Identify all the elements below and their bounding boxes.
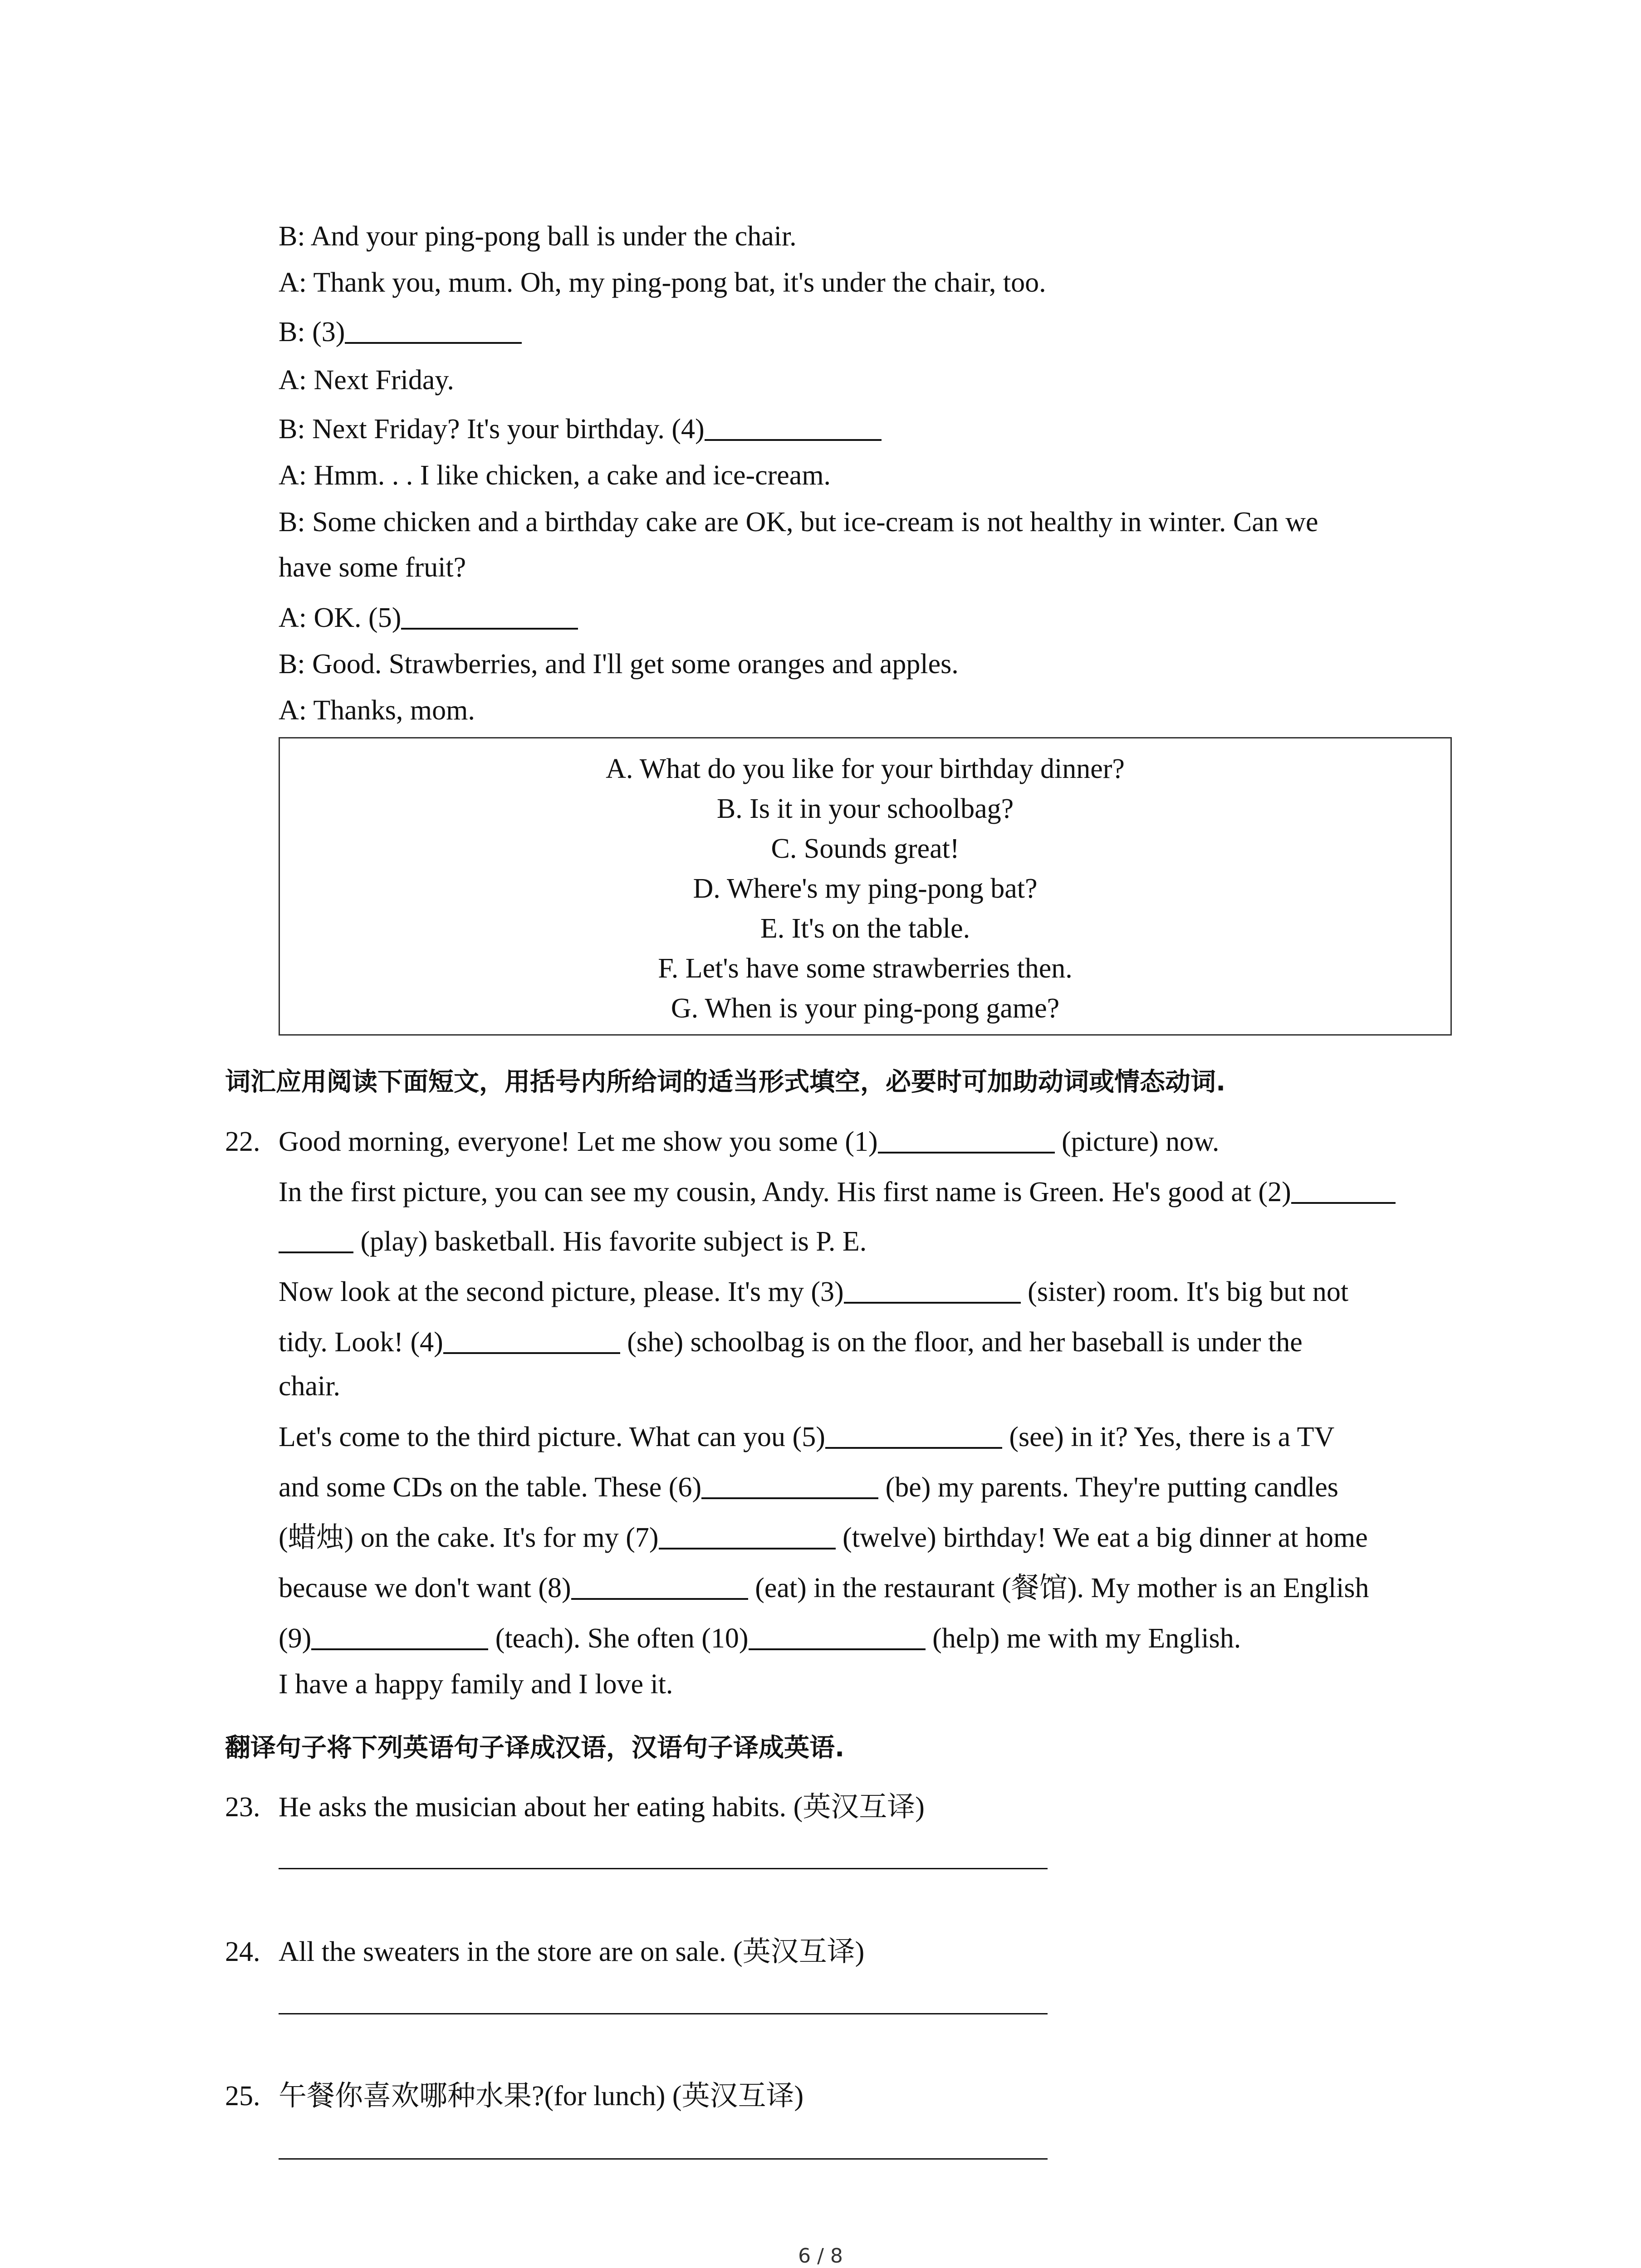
option-e: E. It's on the table. xyxy=(760,913,970,944)
question-22-number: 22. xyxy=(225,1126,260,1157)
q22-blank-2b[interactable] xyxy=(279,1227,353,1253)
q22-blank-3[interactable] xyxy=(844,1277,1021,1304)
option-g: G. When is your ping-pong game? xyxy=(671,993,1060,1024)
question-22-line-1 xyxy=(225,1127,1219,1156)
dialogue-line-10: B: Good. Strawberries, and I'll get some oranges and apples. xyxy=(279,649,959,679)
q22-l8b: (be) my parents. They're putting candles xyxy=(878,1472,1338,1503)
dialogue-line-2: A: Thank you, mum. Oh, my ping-pong bat, it's under the chair, too. xyxy=(279,267,1046,298)
q22-blank-7[interactable] xyxy=(659,1523,836,1549)
question-22-line-8 xyxy=(279,1473,1338,1501)
dialogue-line-1: B: And your ping-pong ball is under the chair. xyxy=(279,221,797,252)
dialogue-line-3 xyxy=(279,318,522,346)
answer-blank-3[interactable] xyxy=(345,318,522,344)
dialogue-line-11: A: Thanks, mom. xyxy=(279,695,475,726)
q22-l9a: (蜡烛) on the cake. It's for my (7) xyxy=(279,1522,659,1553)
question-24 xyxy=(225,1938,864,1966)
question-22-line-5 xyxy=(279,1328,1303,1356)
q22-l7b: (see) in it? Yes, there is a TV xyxy=(1002,1422,1335,1452)
question-24-text: All the sweaters in the store are on sale. (英汉互译) xyxy=(279,1936,865,1967)
question-22-line-4 xyxy=(279,1277,1348,1306)
q22-l1a: Good morning, everyone! Let me show you some (1) xyxy=(279,1126,878,1157)
question-24-answer-line[interactable] xyxy=(279,2013,1048,2014)
q22-l4a: Now look at the second picture, please. It's my (3) xyxy=(279,1276,844,1307)
q22-blank-8[interactable] xyxy=(571,1574,748,1600)
question-22-line-12: I have a happy family and I love it. xyxy=(279,1669,673,1700)
dialogue-line-8: have some fruit? xyxy=(279,552,466,583)
option-c: C. Sounds great! xyxy=(771,833,960,864)
q22-l1b: (picture) now. xyxy=(1054,1126,1220,1157)
q22-l5b: (she) schoolbag is on the floor, and her baseball is under the xyxy=(620,1327,1303,1358)
option-b: B. Is it in your schoolbag? xyxy=(716,793,1014,824)
q22-blank-6[interactable] xyxy=(701,1473,878,1499)
dialogue-line-4: A: Next Friday. xyxy=(279,365,454,396)
question-25 xyxy=(225,2082,803,2110)
dialogue-line-3-text: B: (3) xyxy=(279,317,345,347)
question-25-answer-line[interactable] xyxy=(279,2158,1048,2160)
q22-l10a: because we don't want (8) xyxy=(279,1573,571,1603)
q22-blank-9[interactable] xyxy=(311,1624,488,1650)
dialogue-line-5-text: B: Next Friday? It's your birthday. (4) xyxy=(279,414,705,445)
q22-blank-5[interactable] xyxy=(825,1422,1002,1449)
q22-l10b: (eat) in the restaurant (餐馆). My mother is an English xyxy=(748,1573,1369,1603)
answer-blank-4[interactable] xyxy=(705,415,882,441)
question-22-line-10 xyxy=(279,1574,1369,1602)
section-heading-vocabulary: 词汇应用阅读下面短文，用括号内所给词的适当形式填空，必要时可加助动词或情态动词. xyxy=(225,1067,1226,1097)
q22-l8a: and some CDs on the table. These (6) xyxy=(279,1472,702,1503)
question-24-number: 24. xyxy=(225,1936,260,1967)
dialogue-line-9 xyxy=(279,603,578,632)
q22-l11b: (teach). She often (10) xyxy=(488,1623,749,1654)
dialogue-line-9-text: A: OK. (5) xyxy=(279,602,402,633)
question-22-line-7 xyxy=(279,1422,1334,1451)
dialogue-line-7: B: Some chicken and a birthday cake are OK, but ice-cream is not healthy in winter. Can we xyxy=(279,507,1318,538)
option-f: F. Let's have some strawberries then. xyxy=(658,953,1073,984)
q22-l2a: In the first picture, you can see my cousin, Andy. His first name is Green. He's good at (2) xyxy=(279,1177,1291,1207)
question-23-answer-line[interactable] xyxy=(279,1868,1048,1869)
question-22-line-3 xyxy=(279,1227,867,1256)
q22-l11c: (help) me with my English. xyxy=(925,1623,1241,1654)
q22-blank-1[interactable] xyxy=(878,1127,1055,1154)
q22-l9b: (twelve) birthday! We eat a big dinner at home xyxy=(835,1522,1368,1553)
question-23-text: He asks the musician about her eating habits. (英汉互译) xyxy=(279,1792,925,1823)
dialogue-line-5 xyxy=(279,415,882,443)
question-22-line-11 xyxy=(279,1624,1241,1652)
q22-blank-2a[interactable] xyxy=(1291,1178,1396,1204)
options-box xyxy=(279,737,1452,1036)
q22-blank-4[interactable] xyxy=(443,1328,620,1354)
q22-l11a: (9) xyxy=(279,1623,312,1654)
option-d: D. Where's my ping-pong bat? xyxy=(693,873,1038,904)
question-25-text: 午餐你喜欢哪种水果?(for lunch) (英汉互译) xyxy=(279,2081,804,2112)
section-heading-translation: 翻译句子将下列英语句子译成汉语，汉语句子译成英语. xyxy=(225,1733,845,1763)
q22-l7a: Let's come to the third picture. What can you (5) xyxy=(279,1422,825,1452)
q22-l4b: (sister) room. It's big but not xyxy=(1020,1276,1349,1307)
page-number: 6 / 8 xyxy=(798,2244,843,2268)
option-a: A. What do you like for your birthday dinner? xyxy=(606,753,1125,784)
q22-blank-10[interactable] xyxy=(749,1624,926,1650)
q22-l3a: (play) basketball. His favorite subject is P. E. xyxy=(353,1226,867,1257)
question-22-line-2 xyxy=(279,1178,1396,1206)
question-23 xyxy=(225,1793,925,1821)
question-22-line-9 xyxy=(279,1523,1368,1552)
question-25-number: 25. xyxy=(225,2081,260,2112)
dialogue-line-6: A: Hmm. . . I like chicken, a cake and ice-cream. xyxy=(279,460,831,491)
answer-blank-5[interactable] xyxy=(401,603,578,630)
q22-l5a: tidy. Look! (4) xyxy=(279,1327,443,1358)
question-23-number: 23. xyxy=(225,1792,260,1823)
question-22-line-6: chair. xyxy=(279,1371,340,1402)
